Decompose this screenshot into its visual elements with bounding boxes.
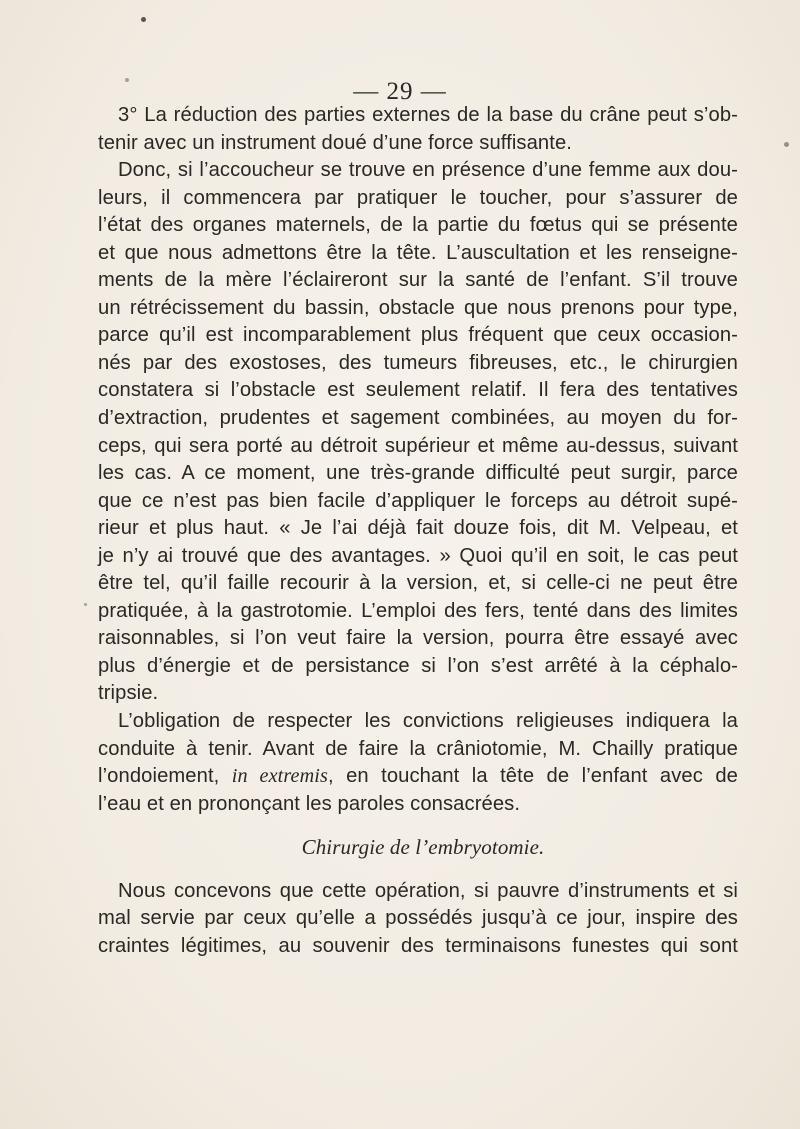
text-line: ceps, qui sera porté au détroit supérieur et même au-dessus, suivant (98, 434, 738, 457)
text-line: leurs, il commencera par pratiquer le toucher, pour s’assurer de (98, 186, 738, 209)
text-line: l’ondoiement, in extremis, en touchant la tête de l’enfant avec de (98, 765, 738, 788)
text-line: l’état des organes maternels, de la partie du fœtus qui se présente (98, 214, 738, 237)
ink-speck (784, 142, 789, 147)
text-line: mal servie par ceux qu’elle a possédés jusqu’à ce jour, inspire des (98, 907, 738, 930)
ink-speck (84, 603, 87, 606)
text-line: plus d’énergie et de persistance si l’on s’est arrêté à la céphalo- (98, 654, 738, 677)
text-line: tenir avec un instrument doué d’une force suffisante. (98, 131, 573, 154)
paragraph (98, 878, 738, 961)
text-line: les cas. A ce moment, une très-grande difficulté peut surgir, parce (98, 462, 738, 485)
text-line: Donc, si l’accoucheur se trouve en présence d’une femme aux dou- (118, 159, 738, 182)
paragraph (98, 708, 738, 818)
text-line: d’extraction, prudentes et sagement combinées, au moyen du for- (98, 407, 738, 430)
text-line: l’eau et en prononçant les paroles consacrées. (98, 792, 521, 815)
text-line: raisonnables, si l’on veut faire la version, pourra être essayé avec (98, 627, 738, 650)
text-line: et que nous admettons être la tête. L’auscultation et les renseigne- (98, 241, 738, 264)
page-body (98, 102, 738, 960)
text-line: nés par des exostoses, des tumeurs fibreuses, etc., le chirurgien (98, 351, 738, 374)
text-line: être tel, qu’il faille recourir à la version, et, si celle-ci ne peut être (98, 572, 738, 595)
page-number: — 29 — (353, 78, 447, 105)
text-line: Nous concevons que cette opération, si pauvre d’instruments et si (118, 879, 738, 902)
text-line: ments de la mère l’éclaireront sur la santé de l’enfant. S’il trouve (98, 269, 738, 292)
text-line: 3° La réduction des parties externes de la base du crâne peut s’ob- (118, 104, 738, 126)
section-heading: Chirurgie de l’embryotomie. (301, 835, 545, 860)
text-line: craintes légitimes, au souvenir des terminaisons funestes qui sont (98, 934, 738, 957)
text-line: rieur et plus haut. « Je l’ai déjà fait douze fois, dit M. Velpeau, et (98, 517, 738, 540)
text-line: je n’y ai trouvé que des avantages. » Quoi qu’il en soit, le cas peut (98, 544, 738, 567)
text-line: parce qu’il est incomparablement plus fréquent que ceux occasion- (98, 324, 738, 347)
text-line: L’obligation de respecter les convictions religieuses indiquera la (118, 710, 738, 733)
ink-speck (141, 17, 146, 22)
text-line: tripsie. (98, 682, 159, 705)
text-line: que ce n’est pas bien facile d’appliquer le forceps au détroit supé- (98, 489, 738, 512)
text-line: pratiquée, à la gastrotomie. L’emploi des fers, tenté dans des limites (98, 599, 738, 622)
paragraph (98, 157, 738, 708)
text-line: constatera si l’obstacle est seulement relatif. Il fera des tentatives (98, 379, 738, 402)
paragraph (98, 102, 738, 157)
text-line: conduite à tenir. Avant de faire la crâniotomie, M. Chailly pratique (98, 737, 738, 760)
text-line: un rétrécissement du bassin, obstacle que nous prenons pour type, (98, 296, 738, 319)
